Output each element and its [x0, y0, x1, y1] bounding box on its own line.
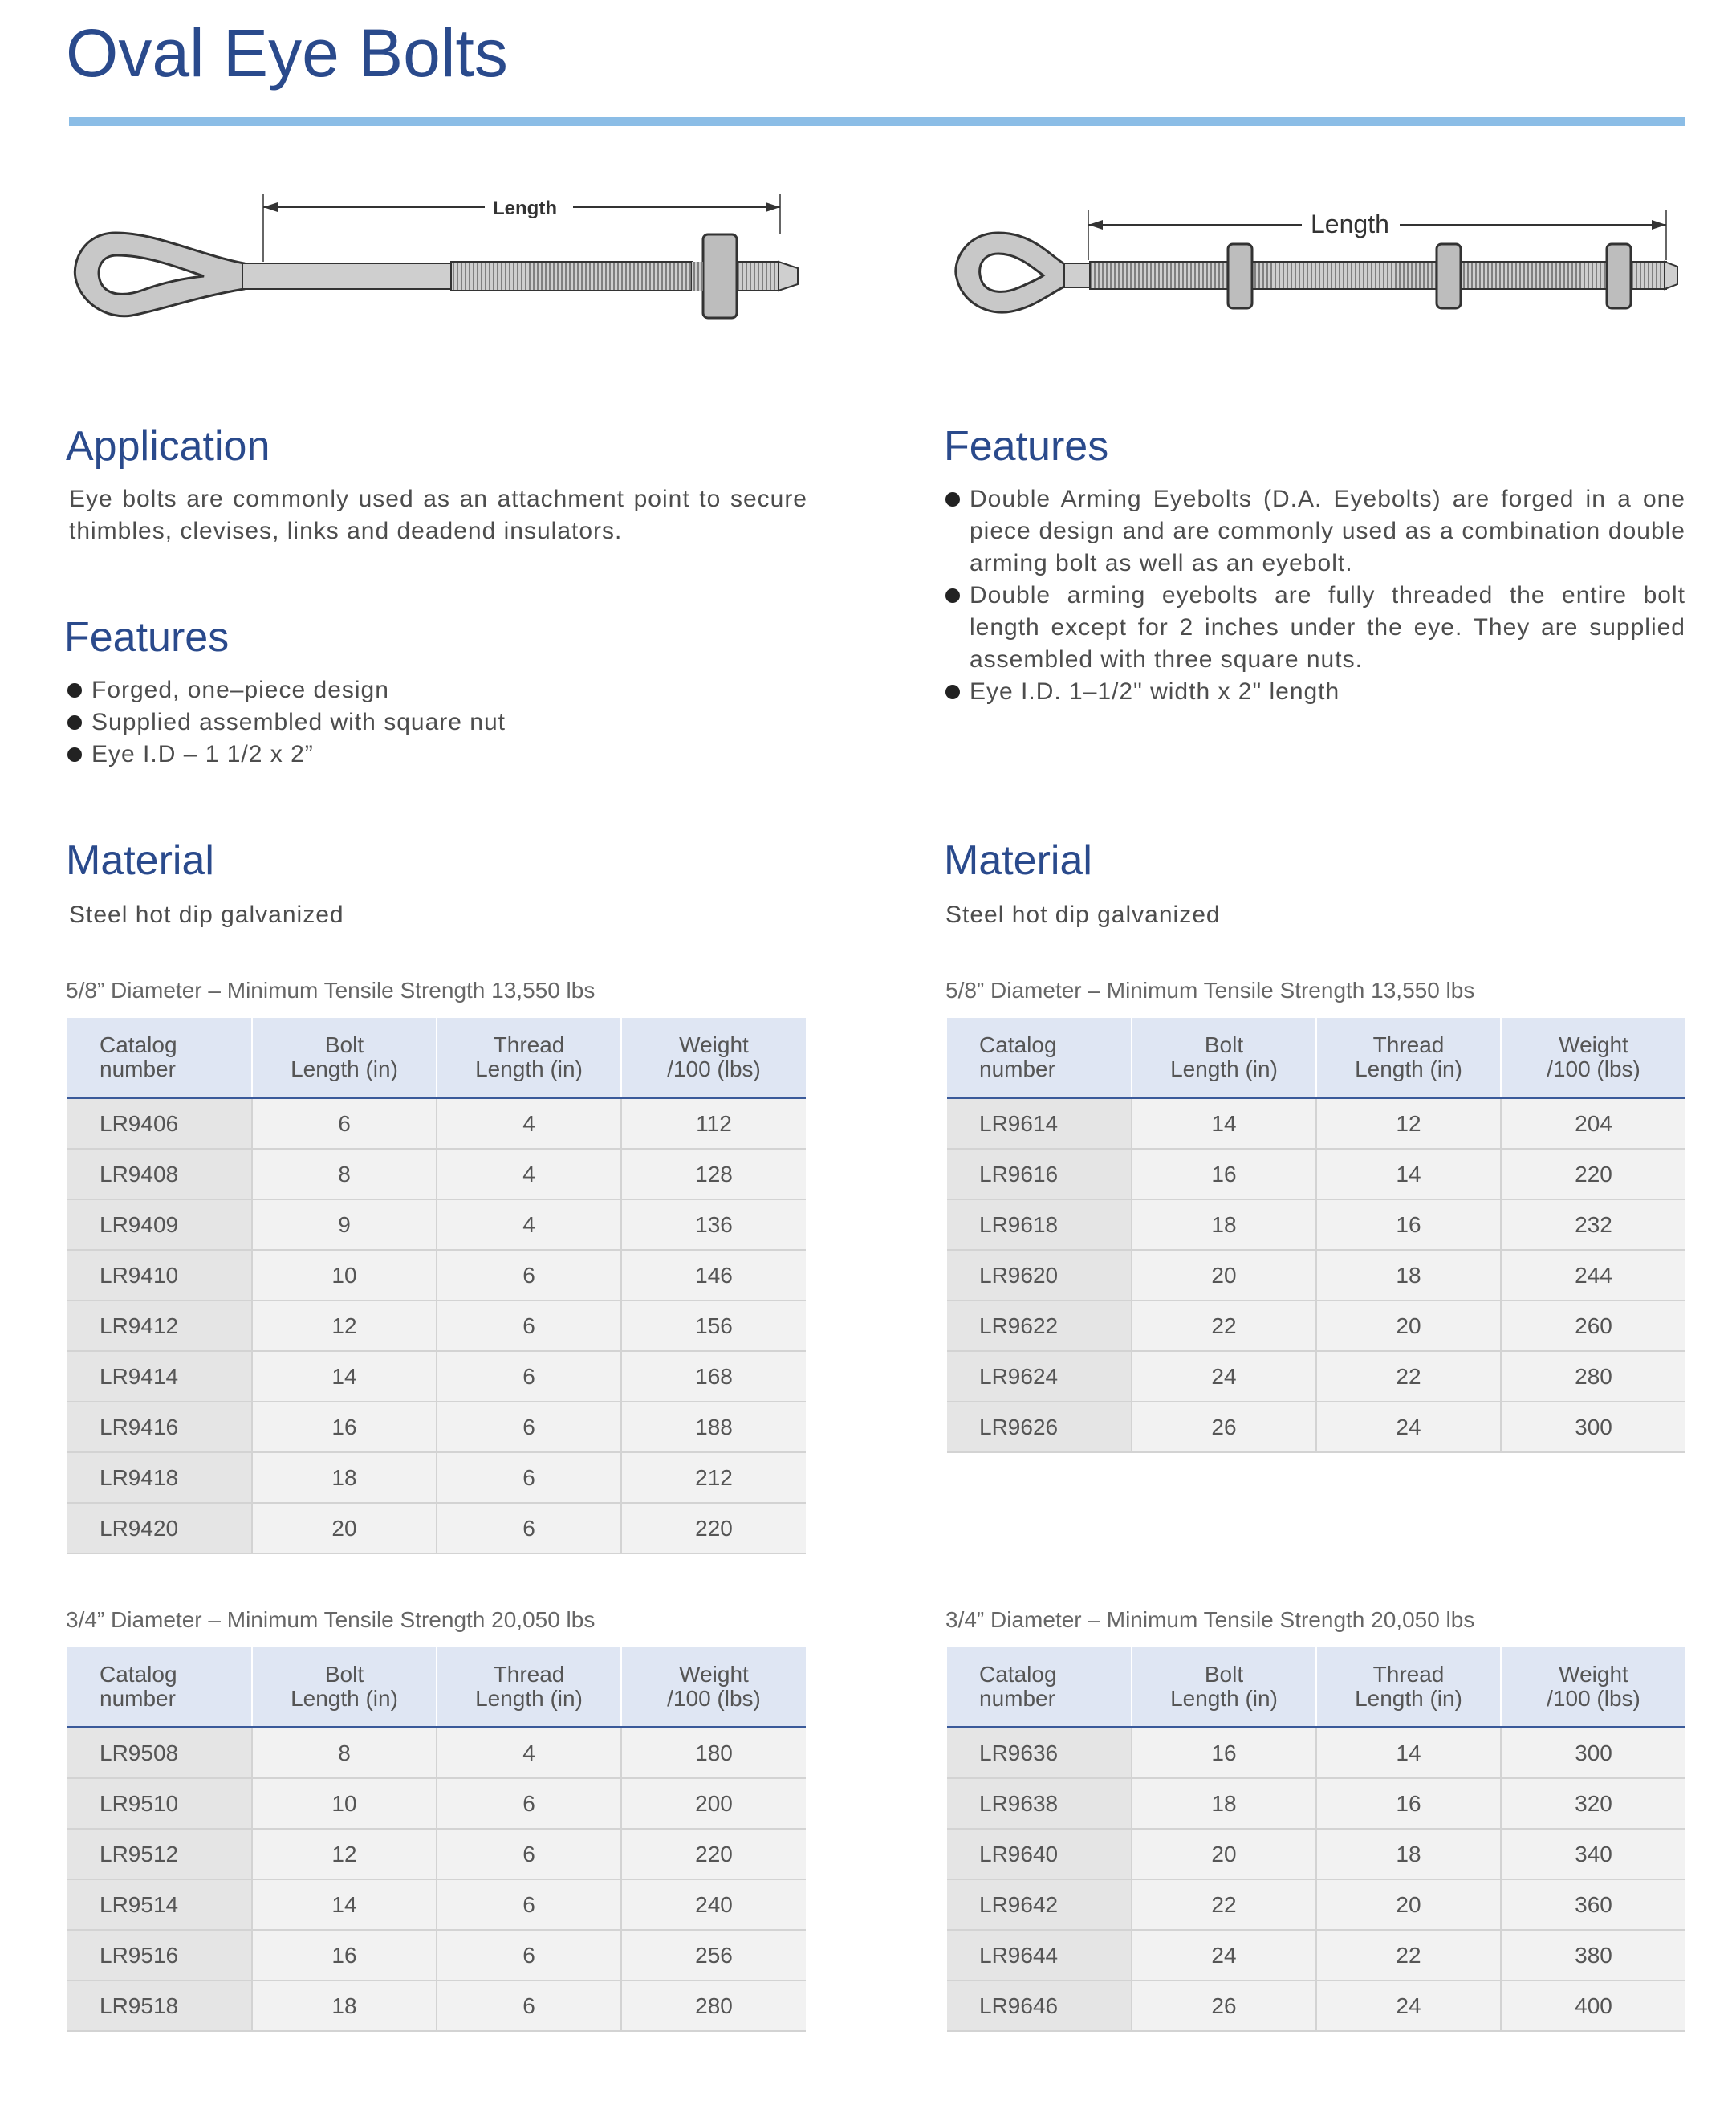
catalog-number-cell: LR9406	[67, 1098, 252, 1150]
table-cell: 16	[1316, 1778, 1501, 1829]
table-cell: 16	[1132, 1728, 1316, 1779]
table-cell: 6	[252, 1098, 437, 1150]
table-cell: 9	[252, 1199, 437, 1250]
catalog-number-cell: LR9510	[67, 1778, 252, 1829]
table-cell: 10	[252, 1778, 437, 1829]
table-cell: 240	[621, 1879, 806, 1930]
table-cell: 14	[252, 1879, 437, 1930]
table-row	[67, 1199, 806, 1250]
features-heading: Features	[944, 423, 1109, 470]
column-header	[67, 1018, 252, 1098]
table-header-row	[947, 1647, 1685, 1728]
column-header-line: Length (in)	[475, 1056, 583, 1081]
catalog-number-cell: LR9412	[67, 1301, 252, 1351]
feature-text: Double arming eyebolts are fully threaded the entire bolt length except for 2 inches under the eye. They are supplied assembled with three square nuts.	[970, 582, 1685, 673]
table-cell: 22	[1316, 1351, 1501, 1402]
table-cell: 18	[1316, 1829, 1501, 1879]
column-header	[947, 1647, 1132, 1728]
table-cell: 18	[1132, 1199, 1316, 1250]
table-cell: 6	[437, 1452, 621, 1503]
table-cell: 4	[437, 1728, 621, 1779]
spec-table	[67, 1018, 806, 1554]
catalog-number-cell: LR9420	[67, 1503, 252, 1553]
catalog-number-cell: LR9644	[947, 1930, 1132, 1981]
material-text: Steel hot dip galvanized	[945, 902, 1221, 928]
catalog-number-cell: LR9620	[947, 1250, 1132, 1301]
catalog-number-cell: LR9409	[67, 1199, 252, 1250]
table-cell: 220	[1501, 1149, 1685, 1199]
column-header-line: Thread	[493, 1032, 565, 1057]
column-header	[621, 1647, 806, 1728]
table-row	[67, 1351, 806, 1402]
table-row	[67, 1149, 806, 1199]
table-cell: 300	[1501, 1402, 1685, 1452]
column-header-line: number	[100, 1686, 176, 1711]
table-cell: 340	[1501, 1829, 1685, 1879]
list-item	[945, 483, 1685, 580]
table-caption: 3/4” Diameter – Minimum Tensile Strength 20,050 lbs	[945, 1607, 1475, 1632]
column-header-line: Length (in)	[475, 1686, 583, 1711]
table-cell: 136	[621, 1199, 806, 1250]
length-dimension-label: Length	[1311, 210, 1389, 238]
table-cell: 146	[621, 1250, 806, 1301]
table-cell: 22	[1316, 1930, 1501, 1981]
table-cell: 180	[621, 1728, 806, 1779]
table-cell: 300	[1501, 1728, 1685, 1779]
catalog-number-cell: LR9618	[947, 1199, 1132, 1250]
table-cell: 24	[1132, 1351, 1316, 1402]
table-cell: 220	[621, 1829, 806, 1879]
table-row	[67, 1301, 806, 1351]
table-cell: 400	[1501, 1981, 1685, 2031]
column-header-line: Thread	[493, 1662, 565, 1687]
catalog-number-cell: LR9642	[947, 1879, 1132, 1930]
material-text: Steel hot dip galvanized	[69, 902, 344, 928]
table-cell: 20	[1316, 1301, 1501, 1351]
table-cell: 12	[252, 1301, 437, 1351]
table-cell: 4	[437, 1199, 621, 1250]
table-row	[947, 1728, 1685, 1779]
column-header-line: Length (in)	[1355, 1686, 1462, 1711]
table-cell: 22	[1132, 1879, 1316, 1930]
bullet-icon	[945, 685, 960, 699]
length-dimension-label: Length	[493, 197, 557, 219]
column-header	[1501, 1647, 1685, 1728]
column-header-line: Bolt	[1204, 1032, 1244, 1057]
catalog-number-cell: LR9410	[67, 1250, 252, 1301]
table-cell: 14	[1132, 1098, 1316, 1150]
column-header-line: Weight	[1559, 1032, 1628, 1057]
table-cell: 22	[1132, 1301, 1316, 1351]
table-row	[67, 1981, 806, 2031]
table-cell: 24	[1316, 1981, 1501, 2031]
table-cell: 168	[621, 1351, 806, 1402]
column-header-line: Catalog	[979, 1032, 1057, 1057]
list-item	[67, 674, 806, 706]
table-row	[67, 1503, 806, 1553]
column-header-line: Weight	[1559, 1662, 1628, 1687]
double-arming-eye-bolt-image	[945, 191, 1684, 336]
table-row	[67, 1879, 806, 1930]
catalog-number-cell: LR9508	[67, 1728, 252, 1779]
table-cell: 220	[621, 1503, 806, 1553]
feature-text: Eye I.D – 1 1/2 x 2”	[91, 741, 314, 767]
table-cell: 6	[437, 1930, 621, 1981]
table-cell: 20	[1132, 1250, 1316, 1301]
table-row	[947, 1199, 1685, 1250]
table-row	[67, 1829, 806, 1879]
table-cell: 380	[1501, 1930, 1685, 1981]
table-cell: 20	[252, 1503, 437, 1553]
column-header	[1132, 1647, 1316, 1728]
table-header-row	[67, 1018, 806, 1098]
application-text: Eye bolts are commonly used as an attachment point to secure thimbles, clevises, links and deadend insulators.	[69, 486, 807, 544]
table-cell: 6	[437, 1778, 621, 1829]
table-cell: 16	[252, 1402, 437, 1452]
table-row	[67, 1250, 806, 1301]
table-cell: 20	[1316, 1879, 1501, 1930]
table-cell: 320	[1501, 1778, 1685, 1829]
table-cell: 18	[252, 1452, 437, 1503]
bullet-icon	[945, 588, 960, 603]
table-cell: 4	[437, 1149, 621, 1199]
table-cell: 6	[437, 1301, 621, 1351]
table-row	[947, 1930, 1685, 1981]
table-row	[67, 1778, 806, 1829]
feature-text: Eye I.D. 1–1/2" width x 2" length	[970, 678, 1340, 705]
table-row	[947, 1778, 1685, 1829]
table-cell: 20	[1132, 1829, 1316, 1879]
table-cell: 6	[437, 1879, 621, 1930]
table-row	[67, 1402, 806, 1452]
column-header-line: /100 (lbs)	[1547, 1686, 1640, 1711]
table-cell: 232	[1501, 1199, 1685, 1250]
table-cell: 260	[1501, 1301, 1685, 1351]
table-header-row	[67, 1647, 806, 1728]
column-header-line: Weight	[679, 1032, 749, 1057]
table-caption: 3/4” Diameter – Minimum Tensile Strength 20,050 lbs	[66, 1607, 596, 1632]
table-cell: 18	[252, 1981, 437, 2031]
catalog-number-cell: LR9518	[67, 1981, 252, 2031]
table-row	[67, 1452, 806, 1503]
column-header-line: Weight	[679, 1662, 749, 1687]
catalog-number-cell: LR9614	[947, 1098, 1132, 1150]
table-caption: 5/8” Diameter – Minimum Tensile Strength 13,550 lbs	[945, 978, 1475, 1003]
column-header	[1501, 1018, 1685, 1098]
eye-bolt-drawing	[67, 183, 814, 344]
feature-text: Forged, one–piece design	[91, 677, 389, 703]
table-row	[947, 1098, 1685, 1150]
column-header-line: Bolt	[1204, 1662, 1244, 1687]
features-list	[945, 483, 1685, 708]
feature-text: Supplied assembled with square nut	[91, 709, 506, 735]
column-header-line: /100 (lbs)	[1547, 1056, 1640, 1081]
table-cell: 360	[1501, 1879, 1685, 1930]
list-item	[945, 676, 1685, 708]
table-cell: 16	[1132, 1149, 1316, 1199]
column-header-line: Length (in)	[291, 1686, 398, 1711]
bullet-icon	[67, 683, 82, 698]
table-cell: 112	[621, 1098, 806, 1150]
material-heading: Material	[66, 837, 214, 884]
bullet-icon	[945, 492, 960, 507]
catalog-number-cell: LR9640	[947, 1829, 1132, 1879]
table-cell: 14	[252, 1351, 437, 1402]
column-header-line: Bolt	[324, 1032, 364, 1057]
table-cell: 10	[252, 1250, 437, 1301]
spec-table	[947, 1647, 1685, 2032]
catalog-number-cell: LR9416	[67, 1402, 252, 1452]
column-header-line: number	[979, 1686, 1055, 1711]
table-caption: 5/8” Diameter – Minimum Tensile Strength 13,550 lbs	[66, 978, 596, 1003]
table-header-row	[947, 1018, 1685, 1098]
table-cell: 200	[621, 1778, 806, 1829]
catalog-number-cell: LR9626	[947, 1402, 1132, 1452]
table-row	[947, 1981, 1685, 2031]
material-heading: Material	[944, 837, 1092, 884]
list-item	[67, 739, 806, 771]
table-cell: 4	[437, 1098, 621, 1150]
table-cell: 6	[437, 1351, 621, 1402]
column-header	[1316, 1647, 1501, 1728]
column-header-line: Length (in)	[1355, 1056, 1462, 1081]
column-header-line: /100 (lbs)	[667, 1686, 761, 1711]
column-header	[437, 1018, 621, 1098]
table-cell: 244	[1501, 1250, 1685, 1301]
table-row	[947, 1351, 1685, 1402]
column-header-line: Bolt	[324, 1662, 364, 1687]
table-cell: 128	[621, 1149, 806, 1199]
column-header-line: Catalog	[100, 1662, 177, 1687]
catalog-number-cell: LR9638	[947, 1778, 1132, 1829]
table-cell: 212	[621, 1452, 806, 1503]
table-row	[947, 1301, 1685, 1351]
table-cell: 12	[1316, 1098, 1501, 1150]
table-cell: 6	[437, 1981, 621, 2031]
column-header	[621, 1018, 806, 1098]
table-cell: 26	[1132, 1981, 1316, 2031]
table-row	[947, 1250, 1685, 1301]
column-header	[67, 1647, 252, 1728]
catalog-number-cell: LR9408	[67, 1149, 252, 1199]
table-cell: 188	[621, 1402, 806, 1452]
column-header-line: /100 (lbs)	[667, 1056, 761, 1081]
features-list	[67, 674, 806, 771]
table-cell: 6	[437, 1250, 621, 1301]
column-header	[437, 1647, 621, 1728]
column-header	[1132, 1018, 1316, 1098]
table-cell: 6	[437, 1829, 621, 1879]
table-row	[67, 1728, 806, 1779]
column-header	[1316, 1018, 1501, 1098]
table-cell: 16	[252, 1930, 437, 1981]
table-row	[947, 1879, 1685, 1930]
catalog-number-cell: LR9512	[67, 1829, 252, 1879]
column-header	[252, 1647, 437, 1728]
table-cell: 24	[1132, 1930, 1316, 1981]
column-header	[947, 1018, 1132, 1098]
features-heading: Features	[64, 614, 230, 661]
table-cell: 280	[1501, 1351, 1685, 1402]
table-cell: 8	[252, 1149, 437, 1199]
list-item	[67, 706, 806, 739]
catalog-number-cell: LR9616	[947, 1149, 1132, 1199]
table-cell: 6	[437, 1402, 621, 1452]
table-cell: 18	[1132, 1778, 1316, 1829]
table-row	[67, 1930, 806, 1981]
column-header-line: Length (in)	[1170, 1056, 1278, 1081]
page-title: Oval Eye Bolts	[66, 15, 508, 91]
catalog-number-cell: LR9418	[67, 1452, 252, 1503]
feature-text: Double Arming Eyebolts (D.A. Eyebolts) are forged in a one piece design and are commonly used as a combination double arming bolt as well as an eyebolt.	[970, 486, 1685, 576]
catalog-number-cell: LR9646	[947, 1981, 1132, 2031]
table-row	[947, 1829, 1685, 1879]
table-cell: 14	[1316, 1728, 1501, 1779]
column-header-line: Catalog	[979, 1662, 1057, 1687]
table-cell: 16	[1316, 1199, 1501, 1250]
column-header-line: Length (in)	[291, 1056, 398, 1081]
catalog-number-cell: LR9624	[947, 1351, 1132, 1402]
column-header-line: Thread	[1372, 1662, 1445, 1687]
catalog-number-cell: LR9622	[947, 1301, 1132, 1351]
column-header-line: number	[100, 1056, 176, 1081]
column-header-line: number	[979, 1056, 1055, 1081]
eye-bolt-image	[67, 183, 814, 344]
catalog-number-cell: LR9414	[67, 1351, 252, 1402]
column-header	[252, 1018, 437, 1098]
column-header-line: Length (in)	[1170, 1686, 1278, 1711]
title-divider	[69, 117, 1685, 126]
spec-table	[67, 1647, 806, 2032]
bullet-icon	[67, 747, 82, 762]
table-cell: 256	[621, 1930, 806, 1981]
list-item	[945, 580, 1685, 676]
spec-table	[947, 1018, 1685, 1453]
table-row	[947, 1149, 1685, 1199]
table-cell: 156	[621, 1301, 806, 1351]
column-header-line: Thread	[1372, 1032, 1445, 1057]
table-cell: 8	[252, 1728, 437, 1779]
catalog-number-cell: LR9636	[947, 1728, 1132, 1779]
table-cell: 12	[252, 1829, 437, 1879]
table-cell: 204	[1501, 1098, 1685, 1150]
table-cell: 14	[1316, 1149, 1501, 1199]
table-row	[947, 1402, 1685, 1452]
catalog-number-cell: LR9516	[67, 1930, 252, 1981]
bullet-icon	[67, 715, 82, 730]
table-cell: 18	[1316, 1250, 1501, 1301]
table-cell: 280	[621, 1981, 806, 2031]
application-heading: Application	[66, 423, 270, 470]
table-cell: 6	[437, 1503, 621, 1553]
catalog-number-cell: LR9514	[67, 1879, 252, 1930]
table-cell: 24	[1316, 1402, 1501, 1452]
table-cell: 26	[1132, 1402, 1316, 1452]
column-header-line: Catalog	[100, 1032, 177, 1057]
table-row	[67, 1098, 806, 1150]
